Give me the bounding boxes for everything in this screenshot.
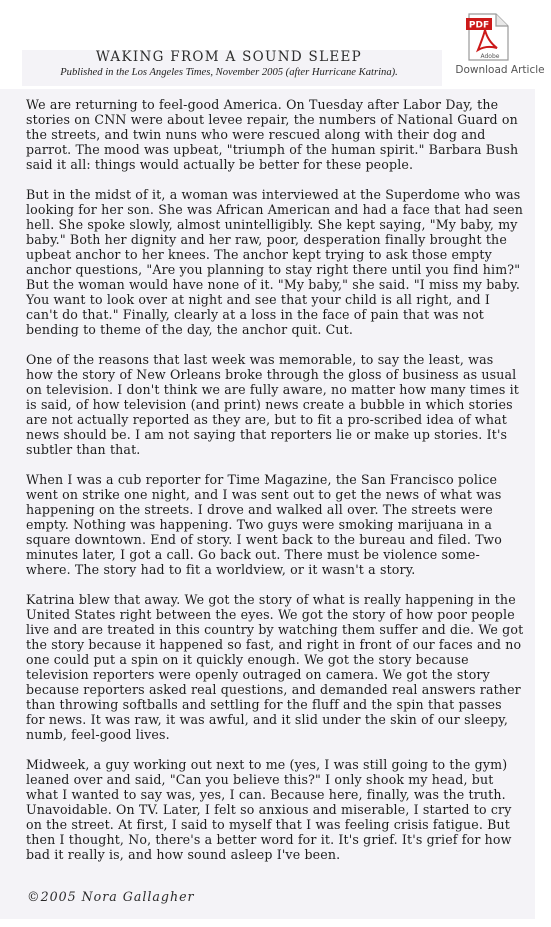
article-paragraph-1: We are returning to feel-good America. On Tuesday after Labor Day, the stories on CNN were about levee repair, the numbers of National Guard on the streets, and twin nuns who were rescued along with their dog and parrot. The mood was upbeat, "triumph of the human spirit." Barbara Bush said it all: things would actually be better for these people. bbox=[26, 97, 519, 172]
article-paragraph-3: One of the reasons that last week was memorable, to say the least, was how the story of New Orleans broke through the gloss of business as usual on television. I don't think we are fully aware, no matter how many times it is said, of how television (and print) news create a bubble in which stories are not actually reported as they are, but to fit a pro-scribed idea of what news should be. I am not saying that reporters lie or make up stories. It's subtler than that. bbox=[26, 352, 520, 457]
article-paragraph-5: Katrina blew that away. We got the story of what is really happening in the United States right between the eyes. We got the story of how poor people live and are treated in this country by watching them suffer and die. We got the story because it happened so fast, and right in front of our faces and no one could put a spin on it quickly enough. We got the story because television reporters were openly outraged on camera. We got the story because reporters asked real questions, and demanded real answers rather than throwing softballs and settling for the fluff and the spin that passes for news. It was raw, it was awful, and it slid under the skin of our sleepy, numb, feel-good lives. bbox=[26, 592, 524, 742]
page-subtitle: Published in the Los Angeles Times, November 2005 (after Hurricane Katrina). bbox=[60, 67, 398, 78]
article-paragraph-2: But in the midst of it, a woman was interviewed at the Superdome who was looking for her son. She was African American and had a face that had seen hell. She spoke slowly, almost unintelligibly. She kept saying, "My baby, my baby." Both her dignity and her raw, poor, desperation finally brought the upbeat anchor to her knees. The anchor kept trying to ask those empty anchor questions, "Are you planning to stay right there until you find him?" But the woman would have none of it. "My baby," she said. "I miss my baby. You want to look over at night and see that your child is all right, and I can't do that." Finally, clearly at a loss in the face of pain that was not bending to theme of the day, the anchor quit. Cut. bbox=[26, 187, 524, 337]
page-title: WAKING FROM A SOUND SLEEP bbox=[95, 49, 363, 65]
article-panel bbox=[0, 89, 535, 919]
download-article-link[interactable] bbox=[450, 12, 548, 78]
pdf-adobe-icon[interactable] bbox=[464, 12, 512, 62]
article-body bbox=[26, 97, 524, 877]
pdf-badge-text: PDF bbox=[468, 20, 490, 31]
article-paragraph-4: When I was a cub reporter for Time Magazine, the San Francisco police went on strike one night, and I was sent out to get the news of what was happening on the streets. I drove and walked all over. The streets were empty. Nothing was happening. Two guys were smoking marijuana in a square downtown. End of story. I went back to the bureau and filed. Two minutes later, I got a call. Go back out. There must be violence some-where. The story had to fit a worldview, or it wasn't a story. bbox=[26, 472, 502, 577]
adobe-brand-text: Adobe bbox=[480, 53, 500, 60]
article-paragraph-6: Midweek, a guy working out next to me (yes, I was still going to the gym) leaned over and said, "Can you believe this?" I only shook my head, but what I wanted to say was, yes, I can. Because here, finally, was the truth. Unavoidable. On TV. Later, I felt so anxious and miserable, I started to cry on the street. At first, I said to myself that I was feeling crisis fatigue. But then I thought, No, there's a better word for it. It's grief. It's grief for how bad it really is, and how sound asleep I've been. bbox=[26, 757, 512, 862]
download-article-label[interactable]: Download Article bbox=[455, 64, 545, 76]
copyright-notice: ©2005 Nora Gallagher bbox=[27, 889, 195, 904]
